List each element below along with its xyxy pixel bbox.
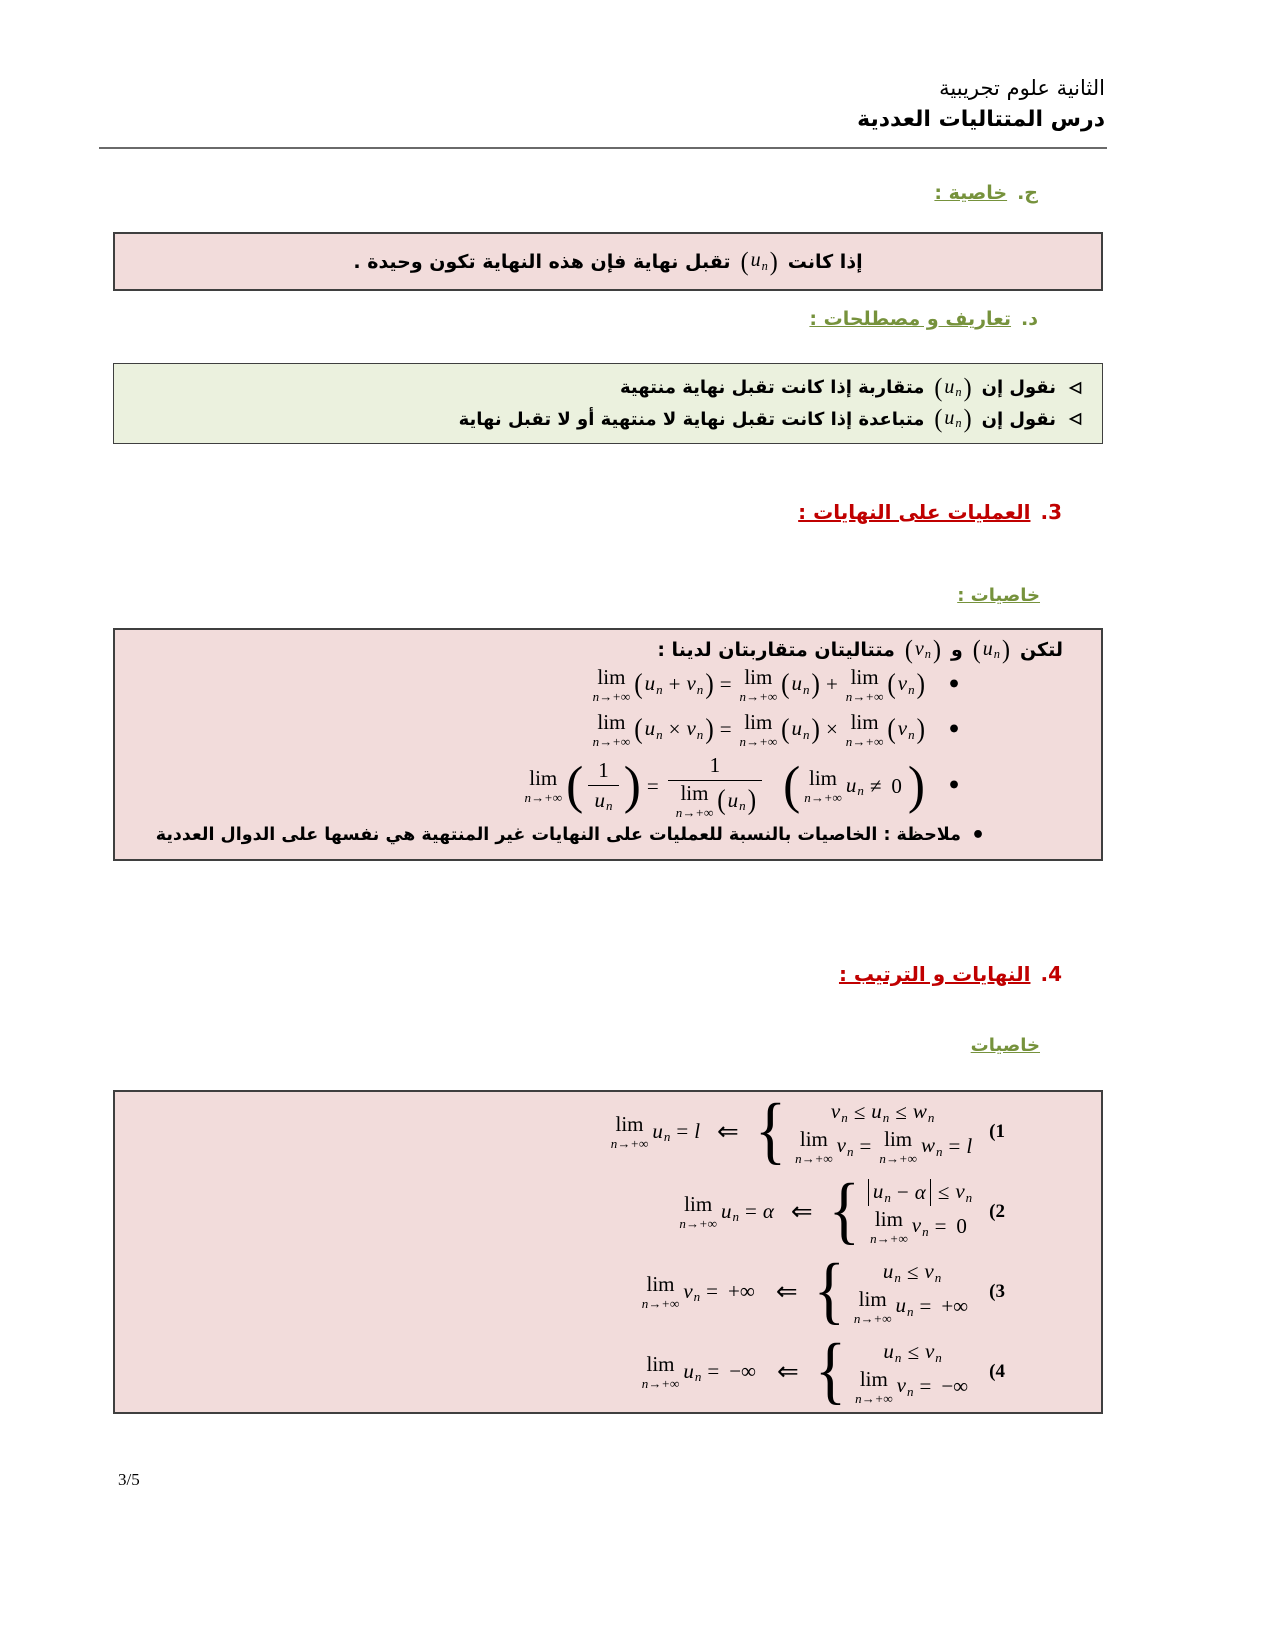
dot-bullet: • [946,672,961,698]
document-header [857,74,1105,135]
header-divider [99,147,1107,149]
hypothesis-cases: { un ≤ vn lim n→+∞ vn = −∞ [814,1329,969,1413]
section-title: العمليات على النهايات : [798,500,1031,524]
properties-subheading: خاصيات : [957,585,1040,606]
section-number: 4. [1040,962,1062,986]
product-limit-formula: lim n→+∞ ( un × vn ) = lim n→+∞ ( un ) × lim n→+∞ ( vn ) [592,709,925,749]
page-number: 3/5 [118,1470,140,1489]
definition-item-divergent [114,404,1082,434]
implied-by-arrow: ⇐ [775,1276,798,1307]
absolute-bound-theorem-row [115,1169,1101,1253]
section-title: خاصية : [934,182,1008,204]
definition-item-convergent [114,373,1082,403]
theorem-number: (2 [989,1200,1005,1222]
dot-bullet: • [946,717,961,743]
implied-by-arrow: ⇐ [717,1116,739,1147]
implied-by-arrow: ⇐ [777,1356,799,1387]
hypothesis-cases: { un − α ≤ vn lim n→+∞ vn = 0 [828,1169,973,1253]
uniqueness-statement: إذا كانت ( un ) تقبل نهاية فإن هذه النهاية تكون وحيدة . [353,246,863,277]
hypothesis-cases: { vn ≤ un ≤ wn lim n→+∞ vn = lim n→+∞ wn = l [754,1089,973,1173]
theorem-number: (1 [989,1120,1005,1142]
hypothesis-cases: { un ≤ vn lim n→+∞ un = +∞ [813,1249,969,1333]
section-title: النهايات و الترتيب : [838,962,1031,986]
reciprocal-limit-formula: lim n→+∞ ( 1 un ) = 1 lim n→+∞ ( un ) ( lim n→+∞ un ≠ 0 ) [524,753,925,821]
arrowhead-bullet-icon [1068,412,1082,426]
comparison-plus-infinity-row [115,1249,1101,1333]
arrowhead-bullet-icon [1068,381,1082,395]
reciprocal-limit-rule-row [115,752,1101,820]
limit-operations-box [113,628,1103,861]
remark-row [115,820,1101,850]
order-theorems-box [113,1090,1103,1414]
section-heading-definitions [809,308,1038,330]
conclusion-formula: lim n→+∞ un = l [610,1111,701,1151]
section-title: تعاريف و مصطلحات : [809,308,1012,330]
implied-by-arrow: ⇐ [790,1196,813,1227]
theorem-number: (3 [989,1280,1005,1302]
header-lesson-title: درس المتتاليات العددية [857,106,1105,132]
conclusion-formula: lim n→+∞ vn = +∞ [641,1271,755,1311]
squeeze-theorem-row [115,1089,1101,1173]
section-heading-operations-on-limits [798,500,1062,524]
operations-intro: لتكن ( un ) و ( vn ) متتاليتان متقاربتان لدينا : [657,635,1063,665]
section-heading-limits-and-order [839,962,1062,986]
header-grade-line: الثانية علوم تجريبية [939,76,1105,100]
definition-text: نقول إن ( un ) متباعدة إذا كانت تقبل نهاية لا منتهية أو لا تقبل نهاية [458,404,1056,434]
properties-subheading: خاصيات [970,1035,1040,1056]
dot-bullet: • [970,822,985,848]
comparison-minus-infinity-row [115,1329,1101,1413]
uniqueness-property-box [113,232,1103,291]
section-heading-property [934,182,1038,204]
sum-limit-rule-row [115,662,1101,707]
definition-text: نقول إن ( un ) متقاربة إذا كانت تقبل نهاية منتهية [619,373,1056,403]
definitions-box [113,363,1103,444]
remark-text: ملاحظة : الخاصيات بالنسبة للعمليات على النهايات غير المنتهية هي نفسها على الدوال العددية [155,825,961,846]
conclusion-formula: lim n→+∞ un = −∞ [641,1351,757,1391]
section-number: 3. [1040,500,1062,524]
dot-bullet: • [946,773,961,799]
sum-limit-formula: lim n→+∞ ( un + vn ) = lim n→+∞ ( un ) + lim n→+∞ ( vn ) [592,664,925,704]
product-limit-rule-row [115,707,1101,752]
section-letter: د. [1021,308,1038,330]
conclusion-formula: lim n→+∞ un = α [679,1191,774,1231]
section-letter: ج. [1017,182,1038,204]
theorem-number: (4 [989,1360,1005,1382]
